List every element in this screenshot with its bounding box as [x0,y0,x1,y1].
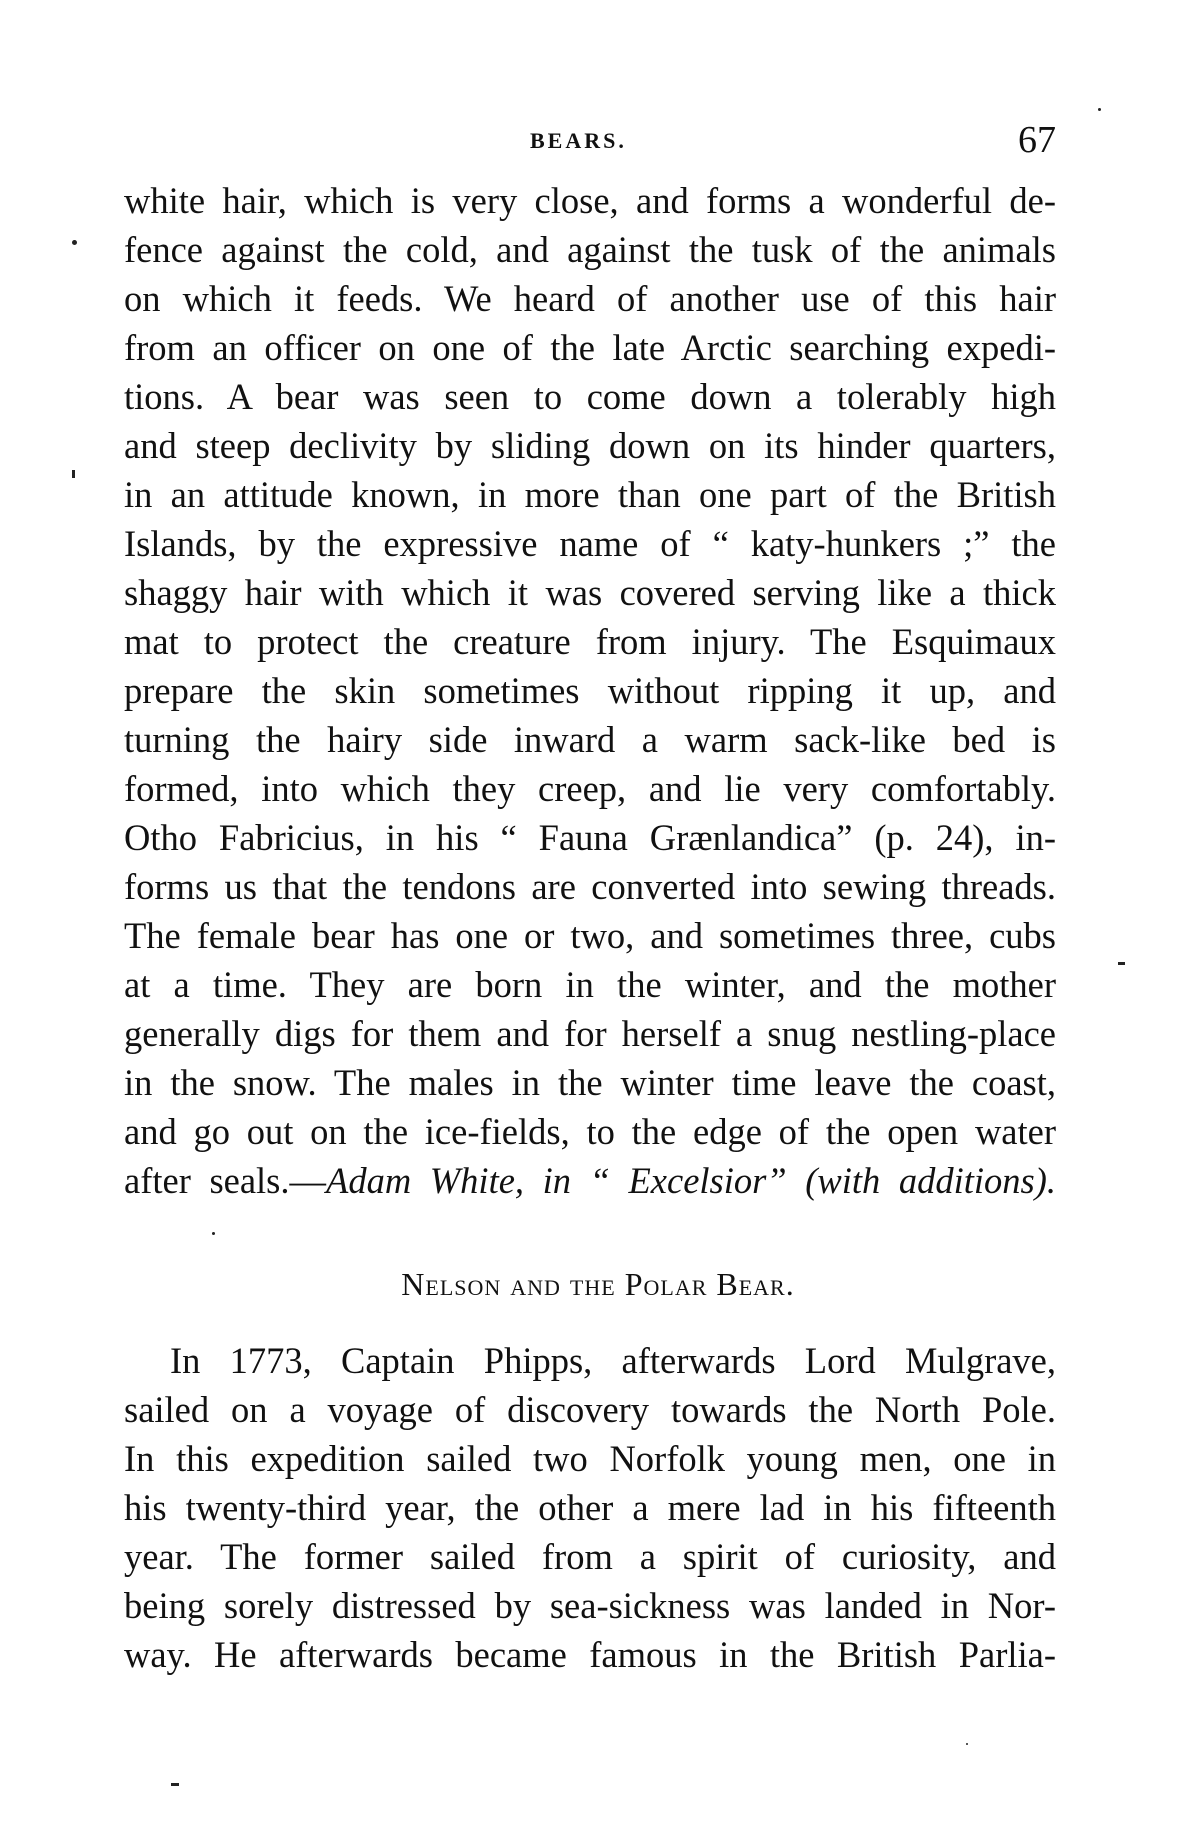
last-line-start: after seals.— [124,1160,327,1201]
running-head [0,118,1196,161]
text-line: shaggy hair with which it was covered serving like a thick [124,572,1056,613]
running-head-title: BEARS. [530,128,627,153]
section-heading [0,1266,1196,1303]
text-line: and steep declivity by sliding down on its hinder quarters, [124,425,1056,466]
text-line: at a time. They are born in the winter, and the mother [124,964,1056,1005]
text-line: year. The former sailed from a spirit of curiosity, and [124,1536,1056,1577]
section-heading-text: Nelson and the Polar Bear. [401,1266,795,1302]
text-line: in an attitude known, in more than one part of the British [124,474,1056,515]
text-line: his twenty-third year, the other a mere lad in his fifteenth [124,1487,1056,1528]
text-line: in the snow. The males in the winter time leave the coast, [124,1062,1056,1103]
print-speck [171,1783,179,1786]
print-speck [72,470,75,478]
text-line: being sorely distressed by sea-sickness was landed in Nor- [124,1585,1056,1626]
paragraph-bears-description [124,176,1056,1205]
text-line-last [124,1156,1056,1205]
page-number: 67 [1018,119,1056,161]
text-line: turning the hairy side inward a warm sack-like bed is [124,719,1056,760]
print-speck [72,240,77,245]
text-line-content: In 1773, Captain Phipps, afterwards Lord Mulgrave, [170,1340,1056,1381]
text-line: on which it feeds. We heard of another use of this hair [124,278,1056,319]
text-line: The female bear has one or two, and sometimes three, cubs [124,915,1056,956]
paragraph-nelson [124,1336,1056,1679]
text-line: fence against the cold, and against the tusk of the animals [124,229,1056,270]
text-line: formed, into which they creep, and lie very comfortably. [124,768,1056,809]
text-line: Islands, by the expressive name of “ katy-hunkers ;” the [124,523,1056,564]
text-line: prepare the skin sometimes without ripping it up, and [124,670,1056,711]
text-line: and go out on the ice-fields, to the edge of the open water [124,1111,1056,1152]
print-speck [1098,108,1101,111]
text-line: white hair, which is very close, and forms a wonderful de- [124,180,1056,221]
text-line [124,1336,1056,1385]
print-speck [966,1743,968,1745]
text-line: from an officer on one of the late Arctic searching expedi- [124,327,1056,368]
text-line: forms us that the tendons are converted into sewing threads. [124,866,1056,907]
text-line: way. He afterwards became famous in the British Parlia- [124,1634,1056,1675]
print-speck [212,1232,215,1235]
attribution: Adam White, in “ Excelsior” (with additions). [326,1160,1056,1201]
text-line: mat to protect the creature from injury. The Esquimaux [124,621,1056,662]
text-line: In this expedition sailed two Norfolk young men, one in [124,1438,1056,1479]
text-line: sailed on a voyage of discovery towards the North Pole. [124,1389,1056,1430]
text-line: tions. A bear was seen to come down a tolerably high [124,376,1056,417]
print-speck [1118,962,1125,965]
text-line: Otho Fabricius, in his “ Fauna Grænlandica” (p. 24), in- [124,817,1056,858]
text-line: generally digs for them and for herself a snug nestling-place [124,1013,1056,1054]
